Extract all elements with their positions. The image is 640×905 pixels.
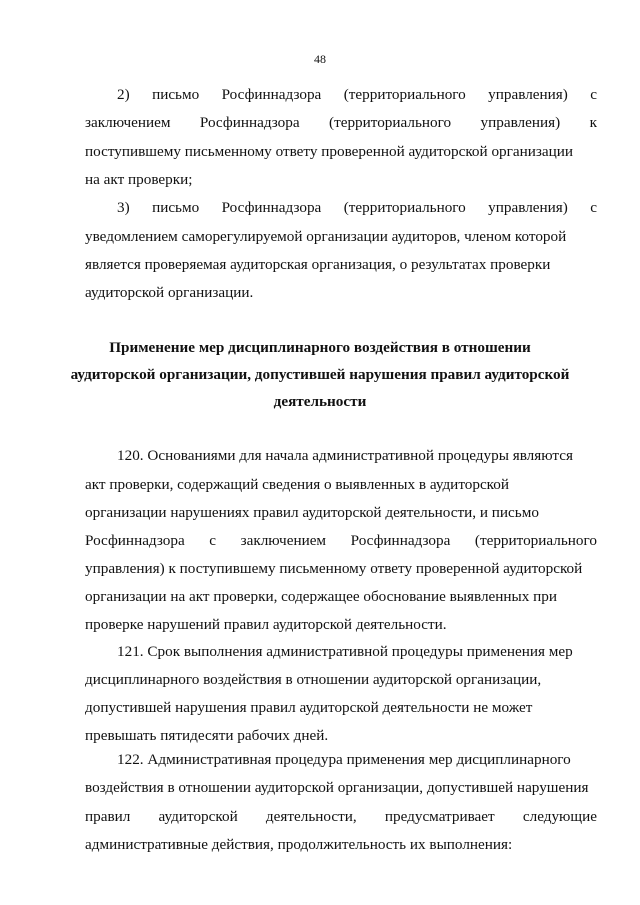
word: правил <box>85 808 131 825</box>
word: аудиторской <box>158 808 238 825</box>
word: (территориального <box>343 86 466 103</box>
p120-line-7: проверке нарушений правил аудиторской деятельности. <box>85 616 447 633</box>
word: с <box>209 532 217 549</box>
word: (территориального <box>329 114 452 131</box>
p121-line-3: допустившей нарушения правил аудиторской деятельности не может <box>85 699 533 716</box>
word: предусматривает <box>384 808 495 825</box>
word: следующие <box>522 808 597 825</box>
item-2-line-3: поступившему письменному ответу проверенной аудиторской организации <box>85 143 573 160</box>
p120-line-6: организации на акт проверки, содержащее обоснование выявленных при <box>85 588 557 605</box>
item-2-line-2 <box>85 114 597 132</box>
p122-line-1: 122. Административная процедура применения мер дисциплинарного <box>117 751 571 768</box>
word: (территориального <box>343 199 466 216</box>
p120-line-1: 120. Основаниями для начала административной процедуры являются <box>117 447 573 464</box>
p122-line-2: воздействия в отношении аудиторской организации, допустившей нарушения <box>85 779 589 796</box>
word: Росфиннадзора <box>221 86 322 103</box>
p121-line-2: дисциплинарного воздействия в отношении аудиторской организации, <box>85 671 542 688</box>
word: письмо <box>152 199 200 216</box>
item-number: 2) <box>117 86 130 103</box>
p121-line-1: 121. Срок выполнения административной процедуры применения мер <box>117 643 573 660</box>
item-3-line-3: является проверяемая аудиторская организация, о результатах проверки <box>85 256 551 273</box>
word: письмо <box>152 86 200 103</box>
word: заключением <box>240 532 327 549</box>
p120-line-5: управления) к поступившему письменному ответу проверенной аудиторской <box>85 560 583 577</box>
word: Росфиннадзора <box>199 114 300 131</box>
item-3-line-2: уведомлением саморегулируемой организации аудиторов, членом которой <box>85 228 567 245</box>
item-2-line-1 <box>117 86 597 104</box>
word: управления) <box>488 199 568 216</box>
word: к <box>589 114 597 131</box>
word: Росфиннадзора <box>350 532 451 549</box>
word: с <box>590 86 597 103</box>
word: деятельности, <box>265 808 357 825</box>
item-number: 3) <box>117 199 130 216</box>
item-2-line-4: на акт проверки; <box>85 171 193 188</box>
word: с <box>590 199 597 216</box>
word: Росфиннадзора <box>85 532 185 549</box>
p122-line-4: административные действия, продолжительность их выполнения: <box>85 836 513 853</box>
section-heading-line-2: аудиторской организации, допустившей нарушения правил аудиторской <box>70 366 570 383</box>
word: (территориального <box>474 532 597 549</box>
word: заключением <box>85 114 171 131</box>
word: управления) <box>480 114 561 131</box>
p122-line-3 <box>85 808 597 826</box>
p120-line-4 <box>85 532 597 550</box>
item-3-line-4: аудиторской организации. <box>85 284 254 301</box>
item-3-line-1 <box>117 199 597 217</box>
p120-line-3: организации нарушениях правил аудиторской деятельности, и письмо <box>85 504 539 521</box>
section-heading-line-3: деятельности <box>273 393 367 410</box>
word: Росфиннадзора <box>221 199 322 216</box>
section-heading-line-1: Применение мер дисциплинарного воздействия в отношении <box>109 339 531 356</box>
word: управления) <box>488 86 568 103</box>
p120-line-2: акт проверки, содержащий сведения о выявленных в аудиторской <box>85 476 510 493</box>
p121-line-4: превышать пятидесяти рабочих дней. <box>85 727 329 744</box>
page-number: 48 <box>314 52 326 66</box>
